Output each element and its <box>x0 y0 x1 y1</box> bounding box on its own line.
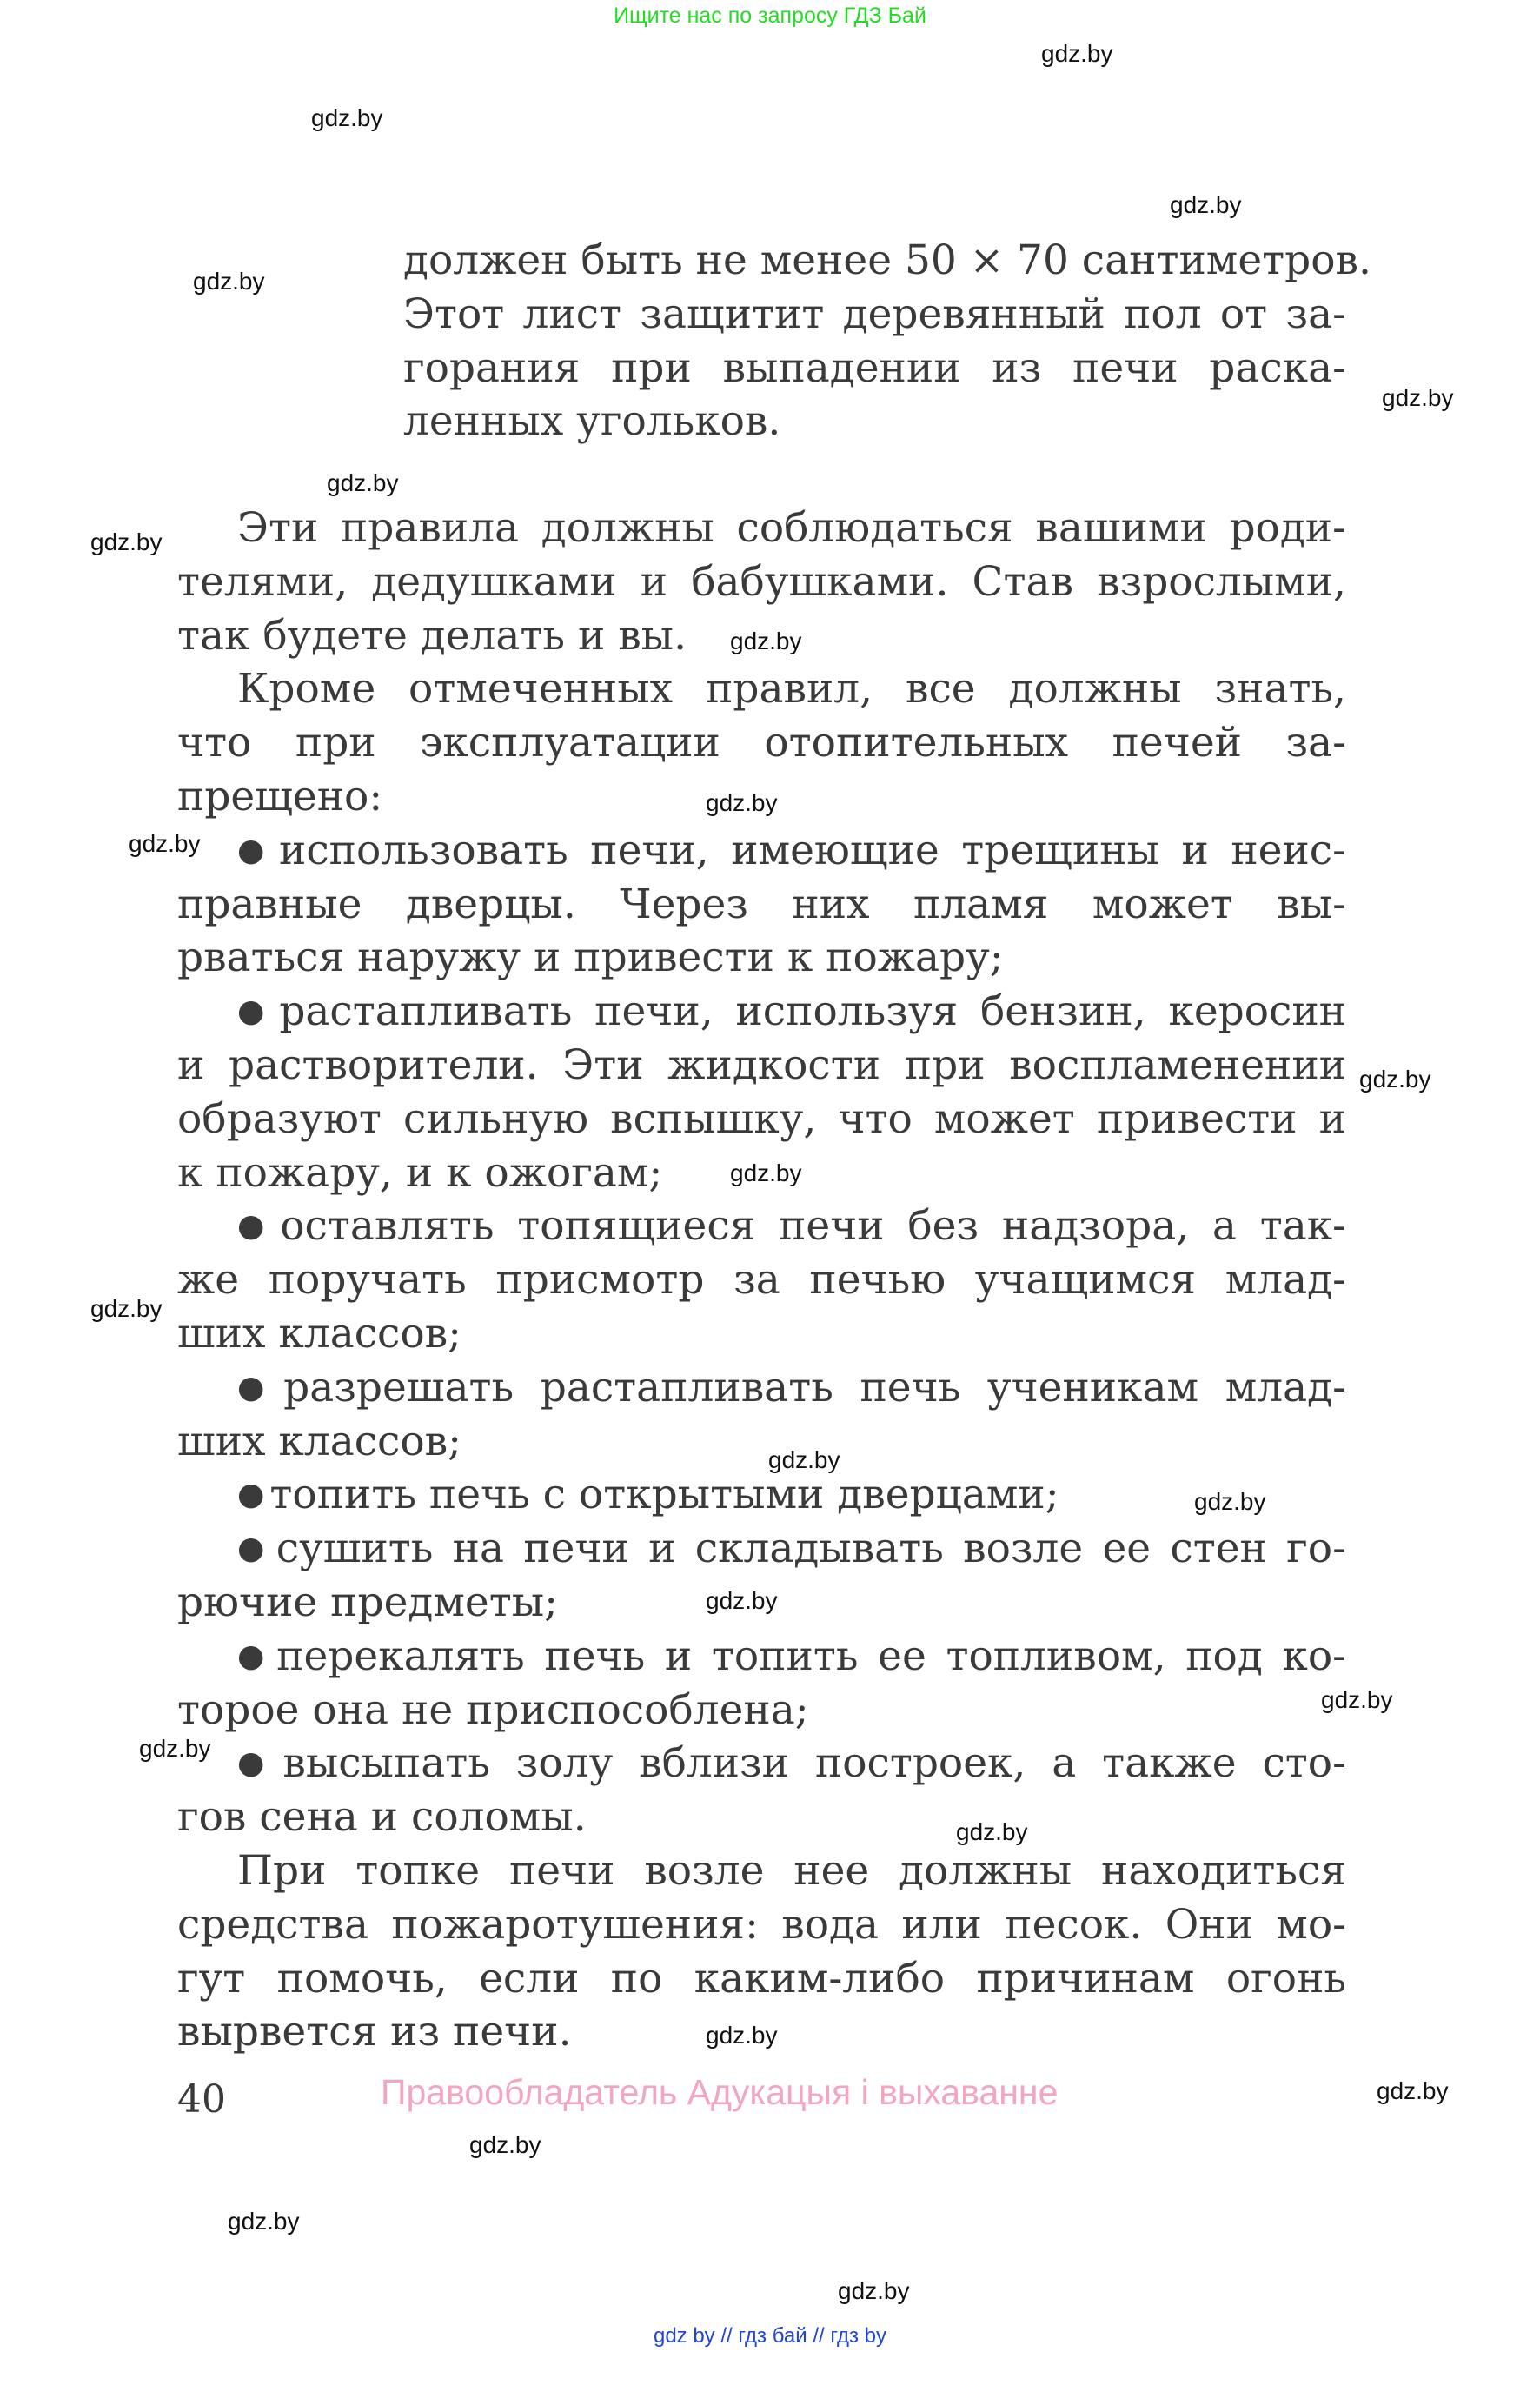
bullet-item-3-line: ших классов; <box>177 1310 461 1358</box>
footer-links[interactable]: gdz by // гдз бай // гдз by <box>653 2324 887 2348</box>
watermark: gdz.by <box>1194 1488 1266 1515</box>
watermark: gdz.by <box>90 1295 163 1322</box>
bullet-icon: ● <box>237 993 275 1030</box>
bullet-item-4-line: ● разрешать растапливать печь ученикам млад- <box>237 1363 1346 1412</box>
bullet-icon: ● <box>237 1477 265 1513</box>
watermark: gdz.by <box>1321 1686 1393 1713</box>
watermark: gdz.by <box>1382 384 1454 411</box>
bullet-item-7-line: ● перекалять печь и топить ее топливом, под ко- <box>237 1631 1346 1680</box>
watermark: gdz.by <box>956 1818 1028 1845</box>
watermark: gdz.by <box>1377 2077 1449 2104</box>
paragraph-extinguishing-line: гут помочь, если по каким-либо причинам огонь <box>177 1954 1346 2003</box>
top-banner: Ищите нас по запросу ГДЗ Бай <box>614 3 926 28</box>
watermark: gdz.by <box>327 469 399 496</box>
watermark: gdz.by <box>706 1587 778 1614</box>
bullet-item-7-line: торое она не приспособлена; <box>177 1685 809 1734</box>
top-paragraph-line: горания при выпадении из печи раска- <box>403 343 1346 392</box>
bullet-icon: ● <box>237 1638 272 1674</box>
bullet-item-3-line: же поручать присмотр за печью учащимся млад- <box>177 1256 1346 1305</box>
bullet-icon: ● <box>237 1531 271 1567</box>
paragraph-rules-line: Эти правила должны соблюдаться вашими роди- <box>237 504 1346 552</box>
watermark: gdz.by <box>1041 40 1113 67</box>
watermark: gdz.by <box>706 789 778 816</box>
paragraph-extinguishing-line: При топке печи возле нее должны находиться <box>237 1847 1346 1895</box>
bullet-icon: ● <box>237 1369 279 1405</box>
bullet-item-3-line: ● оставлять топящиеся печи без надзора, а так- <box>237 1202 1346 1251</box>
top-paragraph-line: ленных угольков. <box>403 397 781 446</box>
paragraph-rules-line: так будете делать и вы. <box>177 611 687 660</box>
copyright-notice: Правообладатель Адукацыя і выхаванне <box>381 2072 1059 2112</box>
bullet-item-1-line: рваться наружу и привести к пожару; <box>177 933 1004 982</box>
bullet-item-5-line: ● топить печь с открытыми дверцами; <box>237 1471 1059 1519</box>
paragraph-rules-line: телями, дедушками и бабушками. Став взрослыми, <box>177 557 1346 606</box>
top-paragraph-line: должен быть не менее 50 × 70 сантиметров. <box>403 236 1371 284</box>
top-paragraph-line: Этот лист защитит деревянный пол от за- <box>403 289 1346 338</box>
bullet-item-4-line: ших классов; <box>177 1417 461 1465</box>
bullet-icon: ● <box>237 1745 278 1782</box>
watermark: gdz.by <box>129 830 201 857</box>
bullet-item-1-line: правные дверцы. Через них пламя может вы- <box>177 880 1346 928</box>
watermark: gdz.by <box>838 2277 910 2304</box>
bullet-item-8-line: гов сена и соломы. <box>177 1793 587 1842</box>
bullet-item-6-line: ● сушить на печи и складывать возле ее стен го- <box>237 1525 1346 1573</box>
bullet-icon: ● <box>237 832 275 868</box>
bullet-item-2-line: к пожару, и к ожогам; <box>177 1148 663 1197</box>
watermark: gdz.by <box>228 2208 300 2235</box>
watermark: gdz.by <box>768 1446 840 1473</box>
watermark: gdz.by <box>139 1735 211 1762</box>
bullet-item-8-line: ● высыпать золу вблизи построек, а также сто- <box>237 1739 1346 1788</box>
watermark: gdz.by <box>1170 191 1242 218</box>
paragraph-extinguishing-line: средства пожаротушения: вода или песок. Они мо- <box>177 1900 1346 1949</box>
bullet-item-2-line: и растворители. Эти жидкости при воспламенении <box>177 1041 1346 1089</box>
watermark: gdz.by <box>730 628 802 654</box>
page-number: 40 <box>177 2077 226 2122</box>
bullet-icon: ● <box>237 1208 275 1245</box>
bullet-item-1-line: ● использовать печи, имеющие трещины и неис- <box>237 826 1346 874</box>
watermark: gdz.by <box>706 2022 778 2049</box>
bullet-item-2-line: образуют сильную вспышку, что может привести и <box>177 1094 1346 1143</box>
bullet-item-2-line: ● растапливать печи, используя бензин, керосин <box>237 987 1346 1036</box>
paragraph-prohibited-line: что при эксплуатации отопительных печей за- <box>177 719 1346 767</box>
watermark: gdz.by <box>1359 1066 1431 1093</box>
paragraph-prohibited-line: прещено: <box>177 773 383 820</box>
watermark: gdz.by <box>730 1159 802 1186</box>
paragraph-prohibited-line: Кроме отмеченных правил, все должны знать, <box>237 665 1346 714</box>
watermark: gdz.by <box>311 104 383 131</box>
watermark: gdz.by <box>90 528 163 555</box>
watermark: gdz.by <box>193 268 265 295</box>
paragraph-extinguishing-line: вырвется из печи. <box>177 2008 572 2056</box>
watermark: gdz.by <box>469 2131 541 2158</box>
bullet-item-6-line: рючие предметы; <box>177 1578 558 1626</box>
